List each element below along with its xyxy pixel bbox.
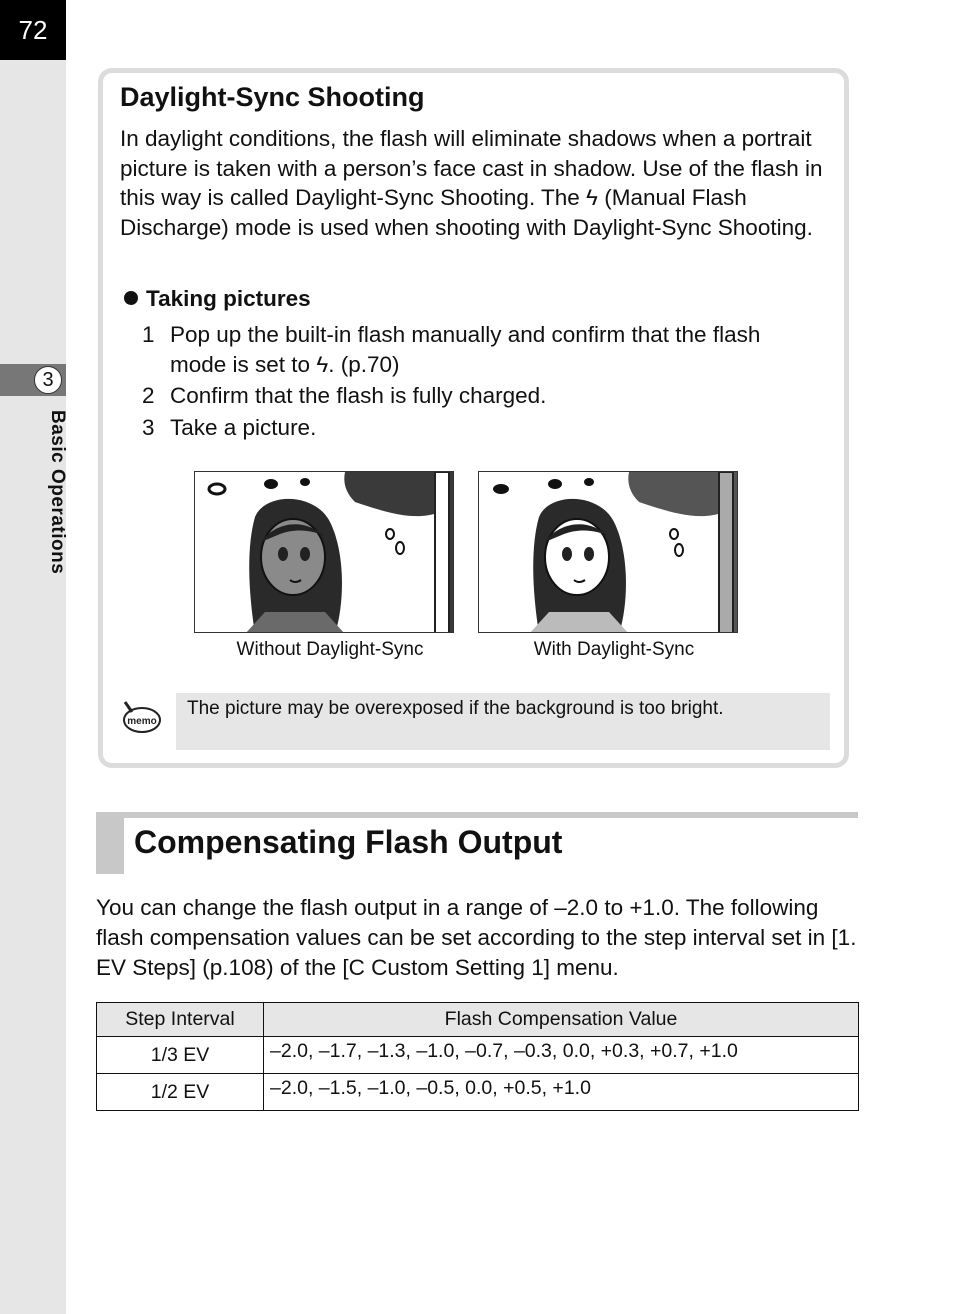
figure-caption: Without Daylight-Sync: [236, 639, 424, 660]
portrait-lit-illustration: [479, 472, 738, 633]
flash-compensation-table: [96, 1002, 859, 1111]
box-heading: Daylight-Sync Shooting: [120, 82, 425, 112]
step-text: Take a picture.: [170, 415, 317, 440]
table-header-row: [97, 1003, 859, 1037]
figure-caption: With Daylight-Sync: [533, 639, 695, 660]
table-cell-values: –2.0, –1.5, –1.0, –0.5, 0.0, +0.5, +1.0: [264, 1074, 859, 1111]
page-number: 72: [0, 0, 66, 60]
table-cell-values: –2.0, –1.7, –1.3, –1.0, –0.7, –0.3, 0.0, +0.3, +0.7, +1.0: [264, 1037, 859, 1074]
table-header: Step Interval: [97, 1003, 264, 1037]
bullet-heading-text: Taking pictures: [146, 286, 311, 311]
figure-without-daylight-sync: [194, 471, 454, 633]
step-text: Pop up the built-in flash manually and confirm that the flash mode is set to ϟ. (p.70): [170, 322, 761, 377]
bullet-icon: [124, 291, 138, 305]
section-rule: [96, 812, 858, 818]
step-number: 2: [142, 383, 155, 408]
step-text: Confirm that the flash is fully charged.: [170, 383, 547, 408]
box-paragraph: In daylight conditions, the flash will eliminate shadows when a portrait picture is taken with a person’s face cast in shadow. Use of the flash in this way is called Daylight-Sync Shooting. The ϟ (Manual Flash Discharge) mode is used when shooting with Daylight-Sync Shooting.: [120, 126, 823, 240]
bullet-heading: [124, 286, 311, 312]
chapter-number: 3: [34, 366, 62, 394]
side-strip: [0, 0, 66, 1314]
table-row: [97, 1074, 859, 1111]
section-paragraph: You can change the flash output in a range of –2.0 to +1.0. The following flash compensation values can be set according to the step interval set in [1. EV Steps] (p.108) of the [C Custom Setting 1] menu.: [96, 895, 857, 980]
step-number: 1: [142, 322, 155, 347]
table-cell-interval: 1/2 EV: [97, 1074, 264, 1111]
memo-text: The picture may be overexposed if the background is too bright.: [187, 698, 724, 719]
table-row: [97, 1037, 859, 1074]
figure-with-daylight-sync: [478, 471, 738, 633]
table-header: Flash Compensation Value: [264, 1003, 859, 1037]
table-cell-interval: 1/3 EV: [97, 1037, 264, 1074]
step-number: 3: [142, 415, 155, 440]
memo-icon-label: memo: [127, 716, 157, 727]
memo-icon: [122, 700, 162, 734]
section-accent: [96, 812, 124, 874]
chapter-title: Basic Operations: [47, 410, 68, 575]
section-heading: Compensating Flash Output: [134, 824, 563, 860]
portrait-shadowed-illustration: [195, 472, 454, 633]
